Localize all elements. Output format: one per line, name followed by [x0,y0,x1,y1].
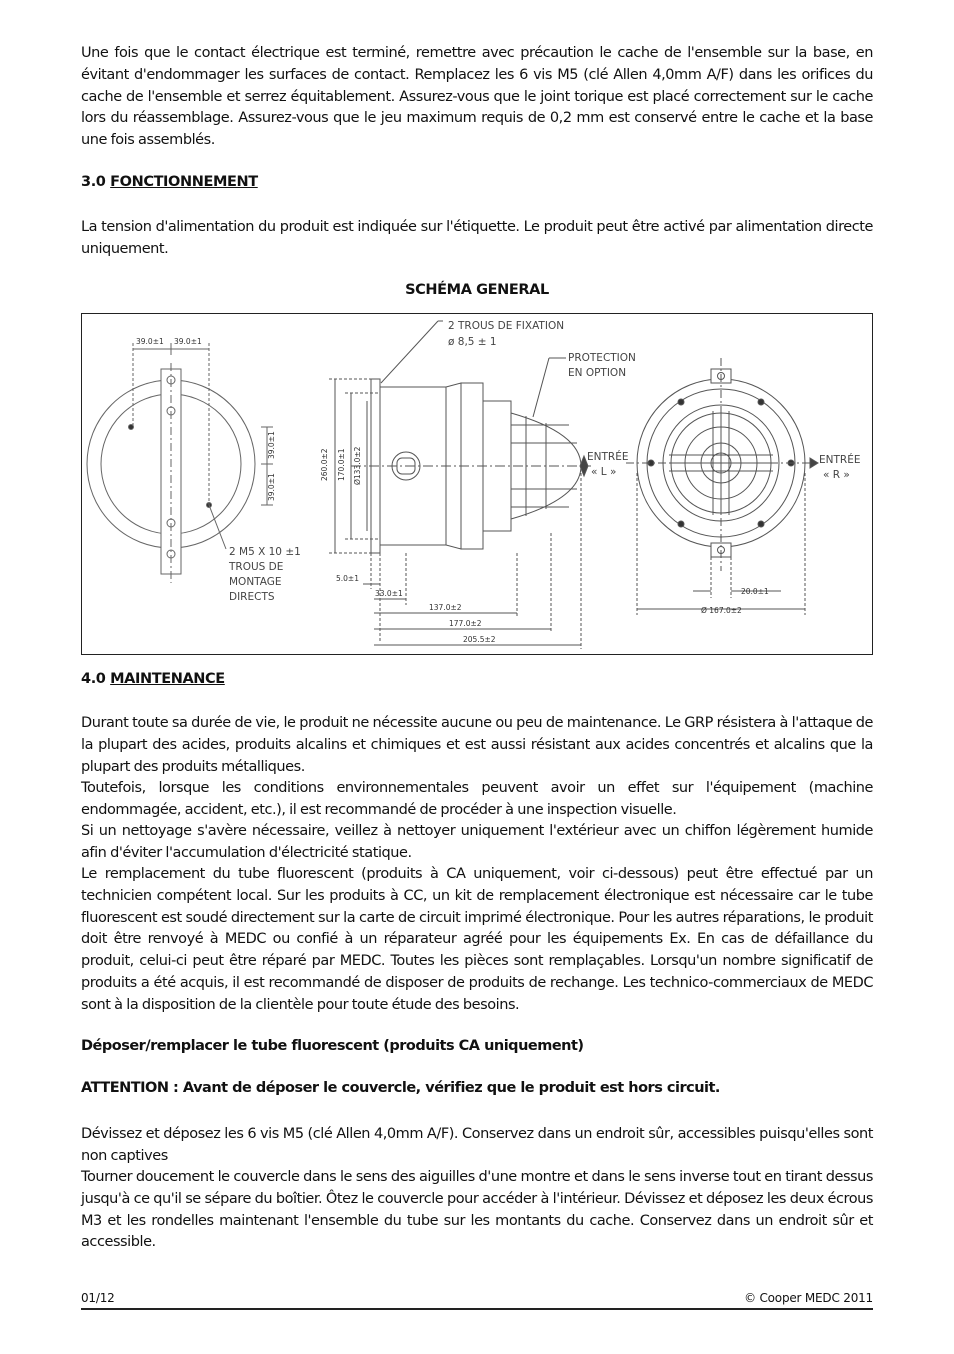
label-fixation-2: ø 8,5 ± 1 [448,336,497,348]
maintenance-paragraph-4: Le remplacement du tube fluorescent (produits à CA uniquement, voir ci-dessous) peut être effectué par un technicien compétent local. Sur les produits à CC, un kit de remplacement électronique est nécessaire car le tube fluorescent est soudé directement sur la carte de circuit imprimé électronique. Pour les autres réparations, le produit doit être renvoyé à MEDC ou confié à un réparateur agréé pour les équipements Ex. En cas de défaillance du produit, celui-ci peut être réparé par MEDC. Toutes les pièces sont remplaçables. Lorsqu'un nombre significatif de produits a été acquis, il est recommandé de disposer de produits de rechange. Les technico-commerciaux de MEDC sont à la disposition de la clientèle pour toute étude des besoins. [81,866,873,1013]
copyright: © Cooper MEDC 2011 [744,1291,873,1305]
maintenance-paragraph-3: Si un nettoyage s'avère nécessaire, veillez à nettoyer uniquement l'extérieur avec un chiffon légèrement humide afin d'éviter l'accumulation d'électricité statique. [81,823,873,861]
label-entree-l-1: ENTRÉE [587,451,629,463]
attention-notice: ATTENTION : Avant de déposer le couvercle, vérifiez que le produit est hors circuit. [81,1080,720,1096]
dim-205: 205.5±2 [463,635,496,644]
replace-tube-heading: Déposer/remplacer le tube fluorescent (produits CA uniquement) [81,1038,584,1054]
dim-top-right: 39.0±1 [174,337,202,346]
label-entree-r-1: ENTRÉE [819,454,861,466]
intro-paragraph: Une fois que le contact électrique est terminé, remettre avec précaution le cache de l'ensemble sur la base, en évitant d'endommager les surfaces de contact. Remplacez les 6 vis M5 (clé Allen 4,0mm A/F) dans les orifices du cache de l'ensemble et serrez équitablement. Assurez-vous que le joint torique est placé correctement sur le cache lors du réassemblage. Assurez-vous que le jeu maximum requis de 0,2 mm est conservé entre le cache et la base une fois assemblés. [81,45,873,149]
dim-167: Ø 167.0±2 [701,606,742,615]
dim-137: 137.0±2 [429,603,462,612]
dim-v39b: 39.0±1 [267,473,276,501]
section-4-number: 4.0 [81,671,106,687]
section-3-heading [81,174,258,190]
side-view [329,321,591,649]
maintenance-paragraph-2: Toutefois, lorsque les conditions environnementales peuvent avoir un effet sur l'équipement (machine endommagée, accident, etc.), il est recommandé de procéder à une inspection visuelle. [81,780,873,818]
final-paragraph-2: Tourner doucement le couvercle dans le sens des aiguilles d'une montre et dans le sens inverse tout en tirant dessus jusqu'à ce qu'il se sépare du boîtier. Ôtez le couvercle pour accéder à l'intérieur. Dévissez et déposez les deux écrous M3 et les rondelles maintenant l'ensemble du tube sur les montants du cache. Conservez dans un endroit sûr et accessible. [81,1169,873,1251]
label-protection-1: PROTECTION [568,352,636,364]
diagram-title: SCHÉMA GENERAL [405,282,549,298]
label-montage-3: MONTAGE [229,576,282,588]
section-4-title: MAINTENANCE [110,671,225,687]
label-montage-1: 2 M5 X 10 ±1 [229,546,301,558]
dim-33: 33.0±1 [375,589,403,598]
section-3-body: La tension d'alimentation du produit est indiquée sur l'étiquette. Le produit peut être activé par alimentation directe uniquement. [81,219,873,257]
dim-20: 20.0±1 [741,587,769,596]
label-montage-2: TROUS DE [229,561,284,573]
dim-top-left: 39.0±1 [136,337,164,346]
front-view [626,358,818,615]
page-number: 01/12 [81,1291,115,1305]
label-entree-r-2: « R » [823,469,850,481]
dim-5: 5.0±1 [336,574,359,583]
label-protection-2: EN OPTION [568,367,627,379]
general-diagram [81,313,873,655]
dim-177: 177.0±2 [449,619,482,628]
footer-rule [81,1308,873,1310]
dim-v39a: 39.0±1 [267,431,276,459]
label-montage-4: DIRECTS [229,591,275,603]
dim-133: Ø133.0±2 [353,446,362,485]
section-4-heading [81,671,225,687]
dim-260: 260.0±2 [320,448,329,481]
dim-170: 170.0±1 [337,448,346,481]
final-paragraph-1: Dévissez et déposez les 6 vis M5 (clé Allen 4,0mm A/F). Conservez dans un endroit sûr, accessibles puisqu'elles sont non captives [81,1126,873,1164]
section-3-number: 3.0 [81,174,106,190]
maintenance-paragraph-1: Durant toute sa durée de vie, le produit ne nécessite aucune ou peu de maintenance. Le GRP résistera à l'attaque de la plupart des acides, produits alcalins et chimiques et est aussi résistant aux acides concentrés et alcalins que la plupart des produits métalliques. [81,715,873,775]
label-entree-l-2: « L » [591,466,617,478]
label-fixation-1: 2 TROUS DE FIXATION [448,320,565,332]
section-3-title: FONCTIONNEMENT [110,174,258,190]
